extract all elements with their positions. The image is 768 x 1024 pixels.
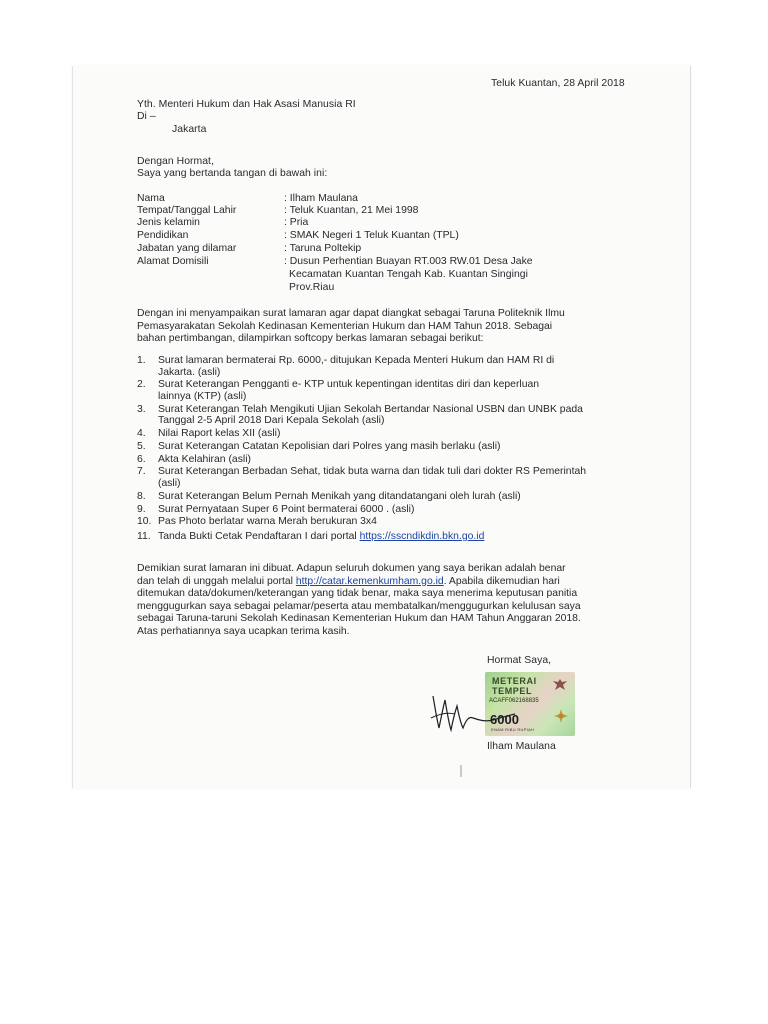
sscn-portal-link[interactable]: https://sscndikdin.bkn.go.id: [359, 531, 485, 542]
revenue-stamp: METERAI TEMPEL ACAFF062168835 6000 ENAM RIBU RUPIAH: [485, 672, 575, 736]
identity-value: : SMAK Negeri 1 Teluk Kuantan (TPL): [284, 230, 459, 241]
list-item: 2. Surat Keterangan Pengganti e- KTP untuk kepentingan identitas diri dan keperluan lainnya (KTP) (asli): [137, 379, 540, 402]
attachment-list: [137, 355, 657, 544]
identity-value: : Dusun Perhentian Buayan RT.003 RW.01 Desa Jake: [284, 256, 533, 267]
recipient-line2: Di –: [137, 111, 156, 122]
signature: [429, 678, 519, 748]
flower-ornament-icon: [553, 708, 569, 724]
list-item: 8. Surat Keterangan Belum Pernah Menikah yang ditandatangani oleh lurah (asli): [137, 490, 521, 502]
place-date: Teluk Kuantan, 28 April 2018: [491, 78, 625, 89]
letter-page: [72, 66, 691, 788]
body-line: Pemasyarakatan Sekolah Kedinasan Kementerian Hukum dan HAM Tahun 2018. Sebagai: [137, 320, 553, 332]
identity-label: Tempat/Tanggal Lahir: [137, 205, 237, 216]
body-paragraph: [137, 308, 565, 346]
closing-line: Atas perhatiannya saya ucapkan terima kasih.: [137, 625, 350, 637]
closing-line: sebagai Taruna-taruni Sekolah Kedinasan Kementerian Hukum dan HAM Tahun Anggaran 2018.: [137, 613, 581, 625]
address-continuation: Kecamatan Kuantan Tengah Kab. Kuantan Singingi: [289, 269, 528, 280]
identity-value: : Taruna Poltekip: [284, 243, 362, 254]
identity-label: Nama: [137, 193, 165, 204]
recipient-line3: Jakarta: [172, 124, 207, 135]
closing-line: dan telah di unggah melalui portal http://catar.kemenkumham.go.id. Apabila dikemudian hari: [137, 575, 560, 587]
list-item: 5. Surat Keterangan Catatan Kepolisian dari Polres yang masih berlaku (asli): [137, 440, 501, 452]
body-line: bahan pertimbangan, dilampirkan softcopy berkas lamaran sebagai berikut:: [137, 333, 484, 345]
closing-line: Demikian surat lamaran ini dibuat. Adapun seluruh dokumen yang saya berikan adalah benar: [137, 563, 566, 574]
list-item: 3. Surat Keterangan Telah Mengikuti Ujian Sekolah Bertandar Nasional USBN dan UNBK pada Tanggal 2-5 April 2018 Dari Kepala Sekolah (asli): [137, 403, 583, 427]
body-line: Dengan ini menyampaikan surat lamaran agar dapat diangkat sebagai Taruna Politeknik Ilmu: [137, 308, 565, 319]
list-item: 4. Nilai Raport kelas XII (asli): [137, 428, 281, 440]
identity-value: : Ilham Maulana: [284, 193, 358, 204]
identity-label: Pendidikan: [137, 230, 189, 241]
identity-value: : Teluk Kuantan, 21 Mei 1998: [284, 205, 419, 216]
address-continuation: Prov.Riau: [289, 282, 335, 293]
list-item: 11. Tanda Bukti Cetak Pendaftaran I dari portal https://sscndikdin.bkn.go.id: [137, 531, 485, 542]
catar-portal-link[interactable]: http://catar.kemenkumham.go.id: [295, 575, 444, 587]
identity-value: : Pria: [284, 217, 309, 228]
signer-name: Ilham Maulana: [487, 741, 556, 752]
list-item: 7. Surat Keterangan Berbadan Sehat, tidak buta warna dan tidak tuli dari dokter RS Pemerintah (asli): [137, 466, 587, 490]
list-item: 1. Surat lamaran bermaterai Rp. 6000,- ditujukan Kepada Menteri Hukum dan HAM RI di Jakarta. (asli): [137, 355, 555, 378]
closing-paragraph: [137, 563, 581, 639]
list-item: 10. Pas Photo berlatar warna Merah berukuran 3x4: [137, 516, 377, 528]
signoff: Hormat Saya,: [487, 655, 552, 666]
intro-text: Saya yang bertanda tangan di bawah ini:: [137, 168, 328, 179]
recipient-line1: Yth. Menteri Hukum dan Hak Asasi Manusia RI: [137, 99, 356, 110]
identity-label: Jabatan yang dilamar: [137, 243, 237, 254]
paper-mark: [458, 765, 464, 777]
closing-line: menggugurkan saya sebagai pelamar/peserta atau membatalkan/menggugurkan kelulusan saya: [137, 600, 581, 612]
closing-line: ditemukan data/dokumen/keterangan yang tidak benar, maka saya menerima keputusan panitia: [137, 588, 578, 600]
identity-label: Alamat Domisili: [137, 256, 209, 267]
item-text: Tanda Bukti Cetak Pendaftaran I dari portal: [158, 531, 360, 542]
list-item: 6. Akta Kelahiran (asli): [137, 453, 251, 465]
list-item: 9. Surat Pernyataan Super 6 Point bermaterai 6000 . (asli): [137, 503, 415, 515]
garuda-emblem-icon: [551, 678, 569, 692]
greeting: Dengan Hormat,: [137, 156, 214, 167]
identity-label: Jenis kelamin: [137, 217, 200, 228]
